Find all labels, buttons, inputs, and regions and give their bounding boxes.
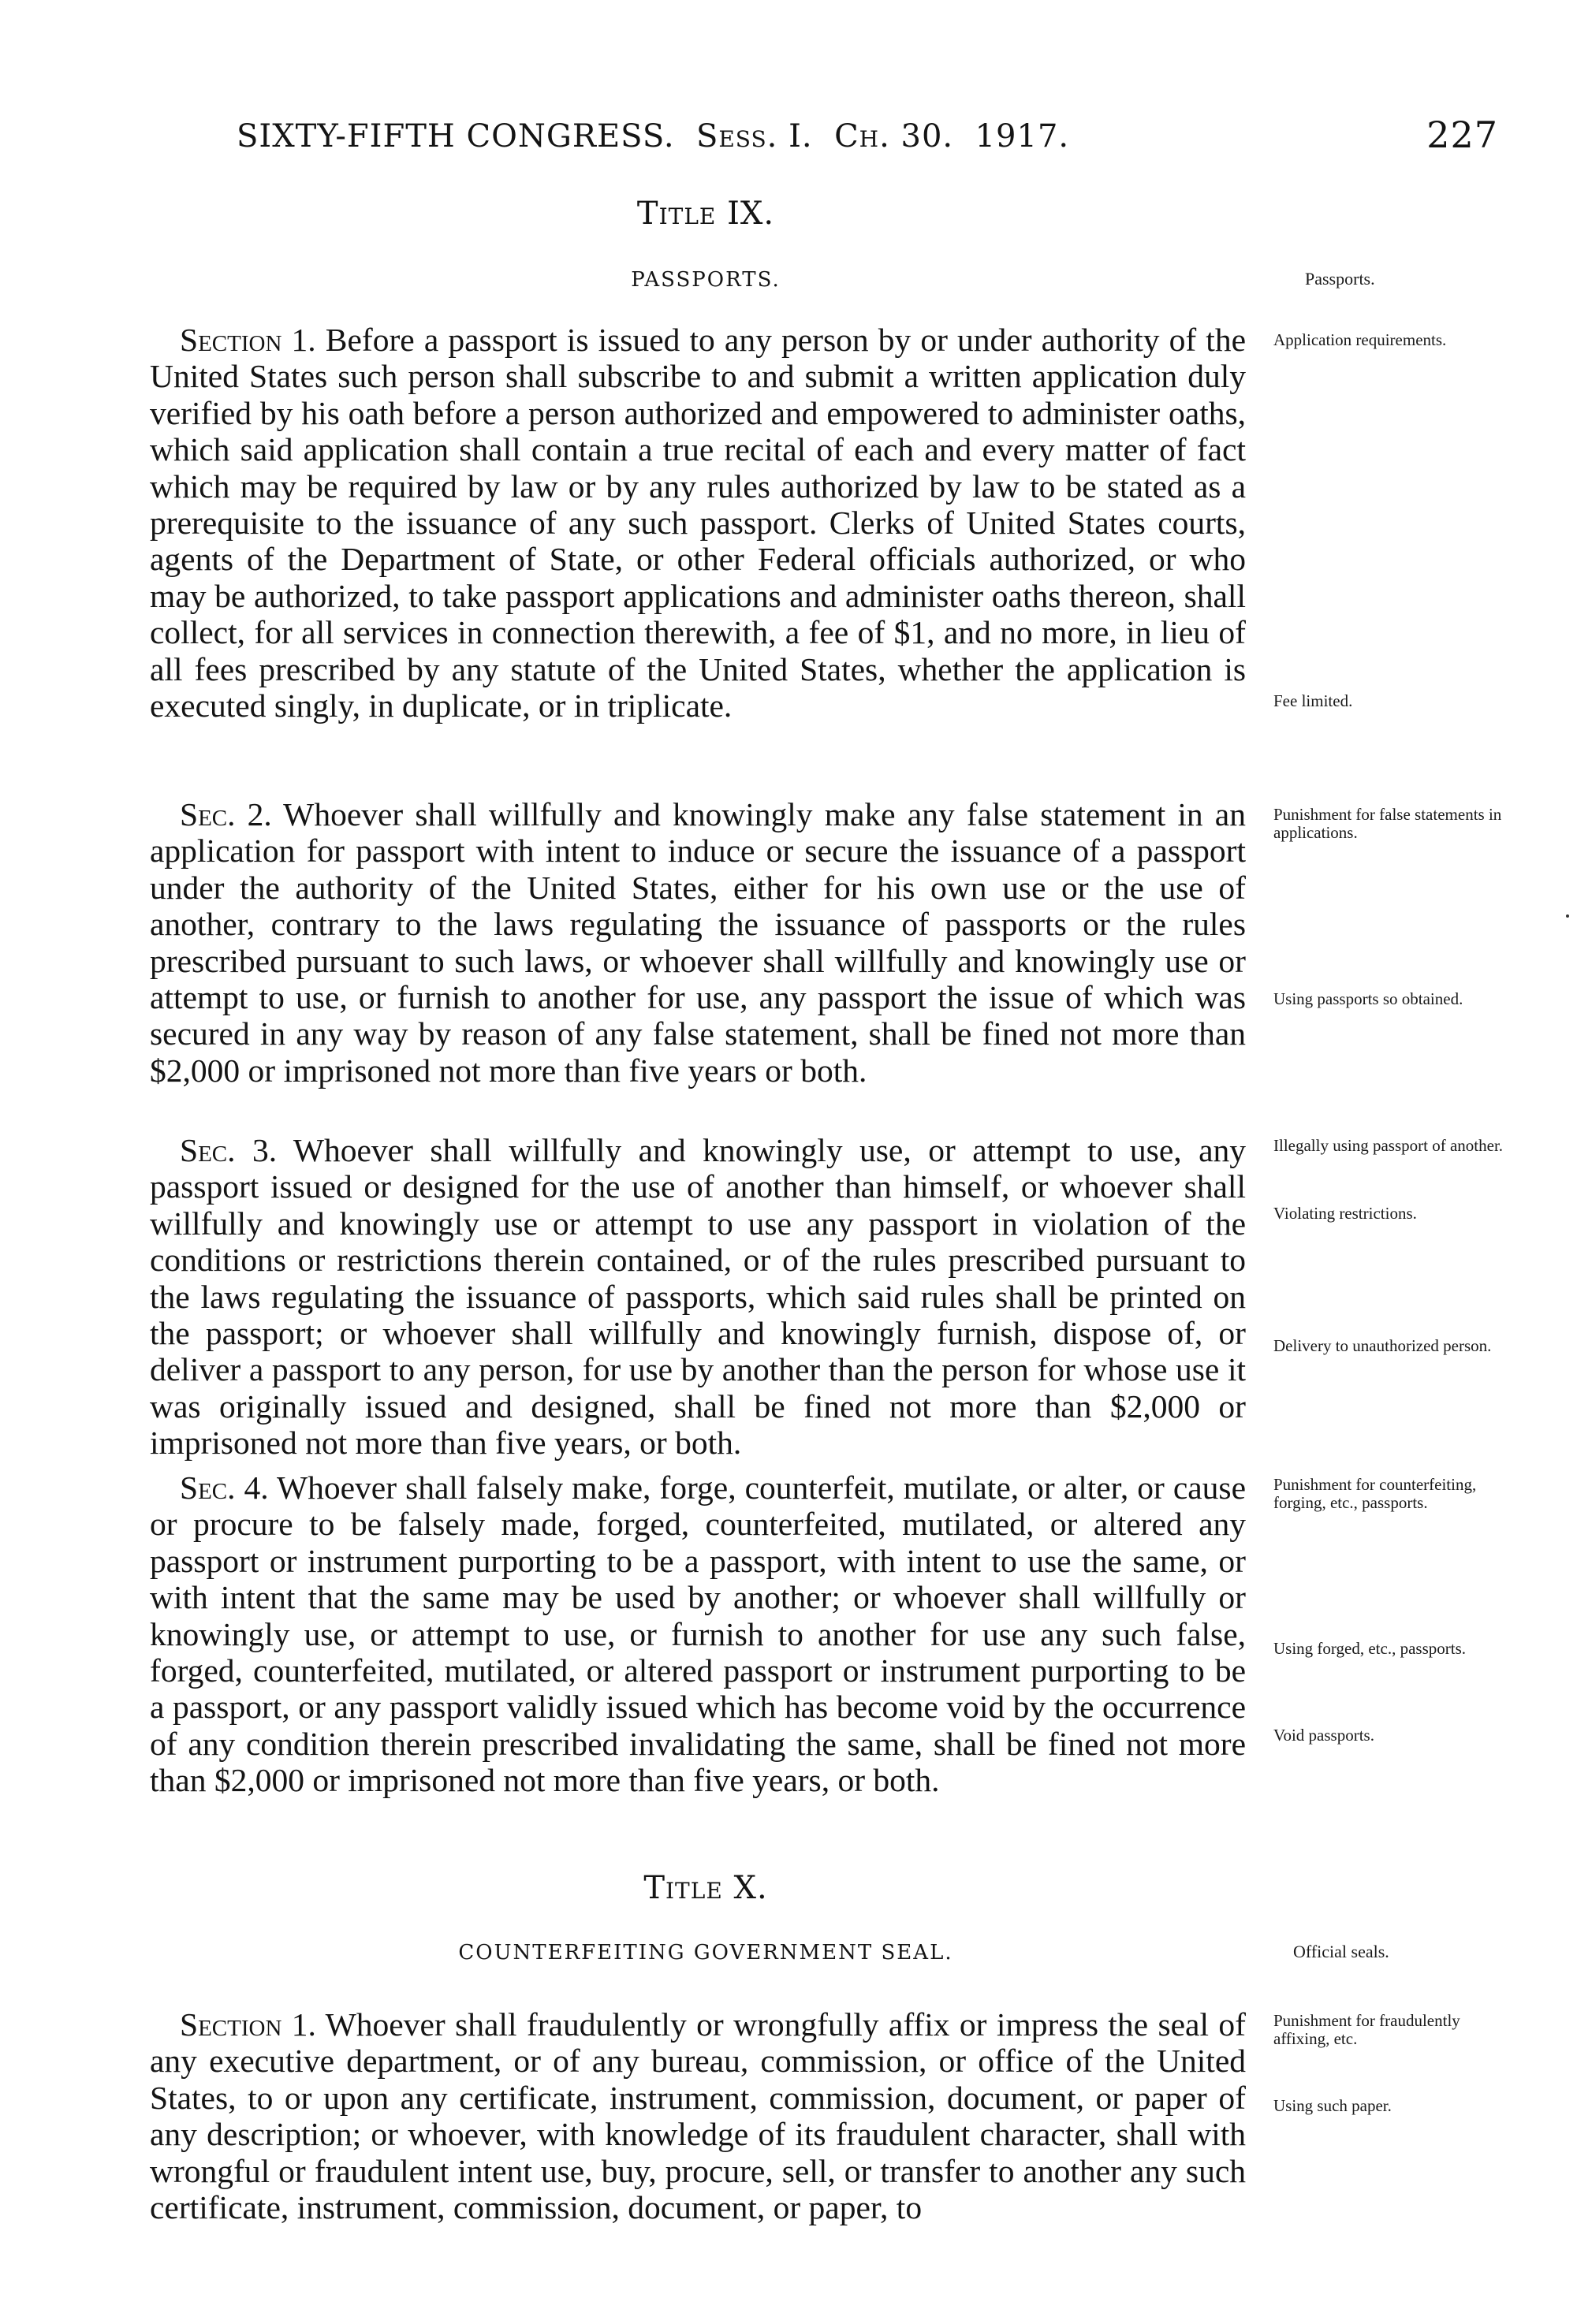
margin-note-false-statements: Punishment for false statements in applications. — [1273, 805, 1502, 842]
margin-note-delivery: Delivery to unauthorized person. — [1273, 1336, 1492, 1355]
section-lead: Sec. 3. — [180, 1132, 278, 1168]
running-head — [237, 114, 1498, 166]
margin-note-using-forged: Using forged, etc., passports. — [1273, 1639, 1466, 1658]
margin-note-fraudulently-affixing: Punishment for fraudulently affixing, etc. — [1273, 2011, 1460, 2048]
section-ix-3 — [150, 1132, 1246, 1462]
side-heading-passports: Passports. — [1305, 269, 1375, 289]
chapter-label: Ch. 30. — [834, 118, 954, 155]
section-ix-1 — [150, 322, 1246, 724]
scan-speck — [1566, 914, 1569, 918]
side-heading-official-seals: Official seals. — [1293, 1942, 1389, 1961]
section-text: Whoever shall willfully and knowingly use, or attempt to use, any passport issued or designed for the use of another than himself, or whoever shall willfully and knowingly use or attempt to use any passport in violation of the conditions or restrictions therein contained, or of the rules prescribed pursuant to the laws regulating the issuance of passports, which said rules shall be printed on the passport; or whoever shall willfully and knowingly furnish, dispose of, or deliver a passport to any person, for use by another than the person for whose use it was originally issued and designed, shall be fined not more than $2,000 or imprisoned not more than five years, or both. — [150, 1132, 1246, 1462]
section-text: Before a passport is issued to any person by or under authority of the United States such person shall subscribe to and submit a written application duly verified by his oath before a person authorized and empowered to administer oaths, which said application shall contain a true recital of each and every matter of fact which may be required by law or by any rules authorized by law to be stated as a prerequisite to the issuance of any such passport. Clerks of United States courts, agents of the Department of State, or other Federal officials authorized, or who may be authorized, to take passport applications and administer oaths thereon, shall collect, for all services in connection therewith, a fee of $1, and no more, in lieu of all fees prescribed by any statute of the United States, whether the application is executed singly, in duplicate, or in triplicate. — [150, 322, 1247, 724]
congress-label: SIXTY-FIFTH CONGRESS. — [237, 118, 675, 155]
section-lead: Sec. 2. — [180, 796, 272, 832]
section-text: Whoever shall fraudulently or wrongfully affix or impress the seal of any executive department, or of any bureau, commission, or office of the United States, to or upon any certificate, instrument, commission, document, or paper of any description; or whoever, with knowledge of its fraudulent character, shall with wrongful or fraudulent intent use, buy, procure, sell, or transfer to another any such certificate, instrument, commission, document, or paper, to — [150, 2006, 1246, 2226]
title-ix-subheading: PASSPORTS. — [631, 268, 781, 292]
session-label: Sess. I. — [695, 118, 813, 155]
section-lead: Section 1. — [180, 322, 316, 358]
section-lead: Section 1. — [180, 2006, 316, 2043]
margin-note-counterfeiting: Punishment for counterfeiting, forging, etc., passports. — [1273, 1475, 1477, 1512]
margin-note-fee-limited: Fee limited. — [1273, 691, 1353, 710]
title-x-subheading: COUNTERFEITING GOVERNMENT SEAL. — [458, 1941, 953, 1965]
year-label: 1917. — [975, 118, 1070, 155]
section-lead: Sec. 4. — [180, 1469, 269, 1506]
margin-note-using-passports: Using passports so obtained. — [1273, 989, 1463, 1008]
section-ix-2 — [150, 796, 1246, 1089]
title-ix-heading: Title IX. — [636, 196, 775, 232]
running-head-text — [237, 118, 1069, 155]
section-text: Whoever shall falsely make, forge, counterfeit, mutilate, or alter, or cause or procure to be falsely made, forged, counterfeited, mutilated, or altered any passport or instrument purporting to be a passport, with intent to use the same, or with intent that the same may be used by another; or whoever shall willfully or knowingly use, or attempt to use, or furnish to another for use any such false, forged, counterfeited, mutilated, or altered passport or instrument purporting to be a passport, or any passport validly issued which has become void by the occurrence of any condition therein prescribed invalidating the same, shall be fined not more than $2,000 or imprisoned not more than five years, or both. — [150, 1469, 1246, 1799]
margin-note-using-such-paper: Using such paper. — [1273, 2096, 1392, 2115]
section-ix-4 — [150, 1469, 1246, 1799]
page-number: 227 — [1426, 114, 1498, 156]
section-text: Whoever shall willfully and knowingly make any false statement in an application for passport with intent to induce or secure the issuance of a passport under the authority of the United States, either for his own use or the use of another, contrary to the laws regulating the issuance of passports or the rules prescribed pursuant to such laws, or whoever shall willfully and knowingly use or attempt to use, or furnish to another for use, any passport the issue of which was secured in any way by reason of any false statement, shall be fined not more than $2,000 or imprisoned not more than five years or both. — [150, 796, 1246, 1089]
title-x-heading: Title X. — [643, 1870, 768, 1906]
margin-note-application-requirements: Application requirements. — [1273, 330, 1447, 349]
margin-note-void-passports: Void passports. — [1273, 1726, 1374, 1745]
margin-note-illegally-using: Illegally using passport of another. — [1273, 1136, 1504, 1155]
margin-note-violating-restrictions: Violating restrictions. — [1273, 1204, 1417, 1223]
section-x-1 — [150, 2006, 1246, 2225]
